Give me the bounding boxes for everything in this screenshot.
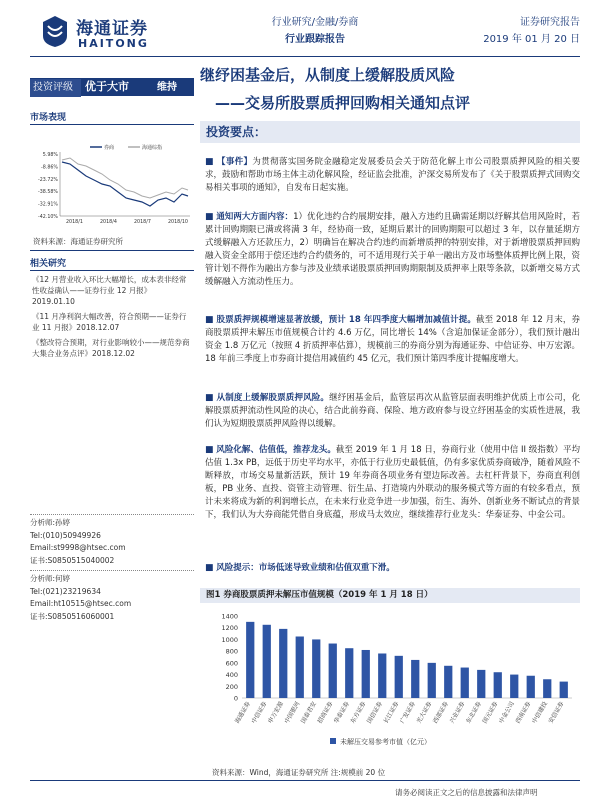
figure-x-label: 西南证券 (514, 700, 533, 725)
performance-y-tick: 5.98% (42, 153, 58, 158)
para-scale-bold: 股票质押规模增速显著放缓，预计 18 年四季度大幅增加减值计提。 (216, 315, 476, 325)
para-policy-bold: 从制度上缓解股票质押风险。 (216, 393, 330, 403)
analyst-tel: Tel:(021)23219634 (30, 586, 101, 596)
para-risk-bold: 风险提示： (216, 563, 259, 573)
analyst-block-1 (30, 514, 194, 567)
figure-x-label: 中信证券 (250, 700, 269, 725)
figure-x-label: 兴业证券 (448, 700, 467, 725)
header-date: 2019 年 01 月 20 日 (483, 34, 580, 45)
figure-x-label: 东方证券 (349, 700, 368, 725)
figure-bar (527, 676, 535, 698)
para-scale (205, 314, 580, 366)
report-title-main: 继纾困基金后，从制度上缓解股质风险 (200, 66, 456, 84)
related-title: 相关研究 (30, 259, 67, 269)
para-event (205, 156, 580, 195)
company-logo (40, 12, 160, 54)
market-performance-chart (30, 140, 194, 228)
figure-x-label: 海通证券 (233, 700, 252, 725)
figure-y-tick: 200 (225, 682, 238, 691)
para-event-bold: 【事件】 (216, 157, 253, 167)
figure-x-labels (233, 699, 565, 725)
legend-index-label: 海通综指 (142, 145, 163, 151)
related-item[interactable]: 《11 月净利润大幅改善，符合预期——证券行业 11 月报》2018.12.07 (32, 312, 187, 332)
header-category: 行业研究/金融/券商 (271, 17, 359, 28)
index-series-line (62, 158, 188, 198)
figure-bar (428, 663, 436, 698)
performance-y-tick: -32.91% (37, 202, 58, 208)
para-risk (205, 562, 580, 575)
performance-x-tick: 2018/1 (66, 220, 83, 225)
header-research-label: 证券研究报告 (520, 17, 580, 28)
figure-bar (395, 656, 403, 698)
market-divider (30, 124, 194, 125)
performance-y-ticks (38, 152, 58, 220)
header-report-type: 行业跟踪报告 (285, 34, 345, 45)
rating-bar (30, 78, 194, 96)
performance-y-tick: -38.58% (37, 190, 58, 196)
para-scale-text: 截至 2018 年 12 月末，券商股票质押未解压市值规模合计约 4.6 万亿，同比增长 14%（含追加保证金部分），我们预计融出资金 1.8 万亿元（按照 4 折质押率估算），规模前三的券商分别为海通证券、中信证券、申万宏源。18 年前三季度上市券商计提信用减值约 45 亿元，我们预计第四季度计提幅度增大。 (205, 315, 580, 364)
figure-bar (543, 679, 551, 698)
figure-x-label: 国泰君安 (299, 700, 318, 725)
analyst-name: 分析师:孙婷 (30, 518, 71, 527)
related-item[interactable]: 《12 月营业收入环比大幅增长，成本表非经常性收益确认——证券行业 12 月报》2019.01.10 (32, 275, 187, 306)
para-notice-text: 1）优化违约合约展期安排，融入方违约且确需延期以纾解其信用风险时，若累计回购期限已满或将满 3 年，经协商一致，延期后累计的回购期限可以超过 3 年，以存量延期方式缓解融入方还款压力，2）明确旨在解决合约违约而新增质押的特别安排，对于新增股票质押回购融入资金全部用于偿还违约合约债务的，可不适用现行关于单一融出方及市场整体质押比例上限，资管计划不得作为融出方参与涉及业绩承诺股票质押回购期限制及质押率上限等条款，以新增交易方式缓解融入方流动性压力。 (205, 212, 580, 287)
figure-bar (312, 639, 320, 698)
figure-bar (510, 675, 518, 698)
para-policy (205, 392, 580, 431)
para-valuation-text: 截至 2019 年 1 月 18 日，券商行业（使用中信 II 级指数）平均估值 1.3x PB，远低于历史平均水平，亦低于行业历史最低值，仍有多家优质券商破净，随着风险不断释放，市场交易量新活跃，预计 19 年券商各项业务有望边际改善。去杠杆背景下，券商直利创板，PB 业务、直投、资管主动管理、衍生品、打造境内外联动的服务模式等方面的有较多看点，预计未来将成为新的利润增长点，在未来行业竞争进一步加强，衍生、海外、创新业务不断试点的背景下，我们认为大券商能凭借自身底蕴，形成马太效应，继续推荐行业龙头：华泰证券、中金公司。 (205, 445, 580, 520)
figure-y-tick: 0 (233, 694, 238, 703)
header-divider (30, 56, 580, 57)
logo-en-text: HAITONG (78, 37, 149, 50)
figure-bar (362, 650, 370, 698)
figure-bar (444, 666, 452, 698)
figure-x-label: 光大证券 (415, 700, 434, 725)
para-notice-bold: 通知两大方面内容： (216, 212, 294, 222)
figure-x-label: 华泰证券 (332, 700, 351, 725)
figure-legend-swatch (330, 738, 336, 744)
figure-bar (329, 644, 337, 698)
related-divider (30, 270, 194, 271)
header-center (260, 14, 370, 48)
figure-title: 图1 券商股票质押未解压市值规模（2019 年 1 月 18 日） (200, 588, 580, 603)
analyst-tel: Tel:(010)50949926 (30, 530, 101, 540)
figure-x-label: 西部证券 (431, 700, 450, 725)
figure-bar (279, 629, 287, 698)
bullet-icon: ■ (205, 212, 214, 222)
figure-bar (461, 668, 469, 698)
figure-bars (246, 622, 568, 698)
figure-bar (494, 672, 502, 698)
figure-x-label: 长江证券 (382, 700, 401, 725)
para-event-text: 为贯彻落实国务院金融稳定发展委员会关于防范化解上市公司股票质押风险的相关要求，鼓励和帮助市场主体主动化解风险，经证监会批准，沪深交易所发布了《关于股票质押式回购交易相关事项的通知》，自发布日起实施。 (205, 157, 580, 193)
market-source: 资料来源：海通证券研究所 (33, 237, 123, 246)
analyst-cert: 证书:S0850515040002 (30, 555, 115, 565)
bullet-icon: ■ (205, 445, 214, 455)
figure-y-tick: 800 (225, 647, 238, 656)
figure-y-tick: 1200 (221, 624, 238, 633)
logo-cn-text: 海通证券 (76, 19, 148, 39)
figure-x-label: 广发证券 (398, 700, 417, 725)
figure-x-label: 中金公司 (497, 700, 516, 725)
figure-y-tick: 400 (225, 671, 238, 680)
analyst-email[interactable]: Email:ht10515@htsec.com (30, 599, 132, 608)
figure-x-label: 申万宏源 (266, 700, 285, 725)
figure-y-tick: 1400 (221, 612, 238, 621)
figure-y-tick: 1000 (221, 635, 238, 644)
rating-status: 维持 (157, 82, 177, 93)
bullet-icon: ■ (205, 563, 214, 573)
para-risk-text: 市场低迷导致业绩和估值双重下滑。 (258, 563, 395, 573)
report-title-sub: ——交易所股票质押回购相关通知点评 (215, 94, 471, 112)
figure-source: 资料来源：Wind，海通证券研究所 注:规模前 20 位 (212, 768, 386, 777)
performance-x-tick: 2018/4 (100, 220, 117, 225)
analyst-block-2 (30, 570, 194, 623)
figure-y-tick: 600 (225, 659, 238, 668)
figure-bar (560, 682, 568, 698)
figure-x-label: 中信建投 (530, 700, 549, 725)
legend-sector-label: 券商 (104, 145, 115, 151)
haitong-logo-icon (40, 14, 70, 48)
analyst-name: 分析师:何婷 (30, 574, 71, 583)
analyst-email[interactable]: Email:st9998@htsec.com (30, 543, 126, 552)
figure-x-label: 招商证券 (316, 700, 335, 725)
figure-bar (477, 670, 485, 698)
performance-y-tick: -23.72% (37, 177, 58, 183)
figure-x-label: 国信证券 (365, 700, 384, 725)
rating-label: 投资评级 (30, 79, 81, 97)
related-list (32, 274, 192, 359)
figure-x-label: 东北证券 (464, 700, 483, 725)
performance-x-tick: 2018/7 (134, 220, 151, 225)
related-item[interactable]: 《整改符合预期，对行业影响较小——规范券商大集合业务点评》2018.12.02 (32, 338, 190, 358)
figure-bar (378, 653, 386, 698)
performance-x-ticks (66, 219, 188, 225)
figure-x-label: 中国银河 (283, 700, 302, 725)
figure-legend-label: 未解压交易参考市值（亿元） (340, 738, 431, 746)
market-title: 市场表现 (30, 113, 67, 123)
bullet-icon: ■ (205, 393, 214, 403)
market-bottom-divider (30, 250, 194, 251)
figure-bar (246, 622, 254, 698)
figure-bar (296, 637, 304, 699)
bullet-icon: ■ (205, 315, 214, 325)
performance-y-tick: -42.10% (37, 215, 58, 220)
performance-y-tick: -8.86% (41, 165, 58, 171)
figure-bar (345, 648, 353, 698)
analyst-cert: 证书:S0850516060001 (30, 611, 115, 621)
footer-divider (30, 780, 580, 781)
para-valuation-bold: 风险化解、估值低，推荐龙头。 (216, 445, 336, 455)
para-policy-text: 继纾困基金后，监管层再次从监管层面表明维护优质上市公司，化解股票质押流动性风险的决心，结合此前券商、保险、地方政府参与设立纾困基金的实质性进展，我们认为短期股票质押风险得以缓解。 (205, 393, 580, 429)
para-valuation (205, 444, 580, 522)
para-notice (205, 211, 580, 289)
pledge-bar-chart (200, 608, 580, 758)
figure-x-label: 国元证券 (481, 700, 500, 725)
figure-bar (263, 625, 271, 698)
bullet-icon: ■ (205, 157, 214, 167)
footer-disclaimer: 请务必阅读正文之后的信息披露和法律声明 (395, 788, 538, 797)
performance-x-tick: 2018/10 (168, 220, 188, 225)
figure-bar (411, 660, 419, 698)
key-points-header: 投资要点： (200, 121, 580, 143)
sector-series-line (62, 162, 188, 206)
header-right (470, 14, 580, 48)
rating-value: 优于大市 (85, 80, 129, 93)
figure-x-label: 安信证券 (547, 700, 566, 725)
